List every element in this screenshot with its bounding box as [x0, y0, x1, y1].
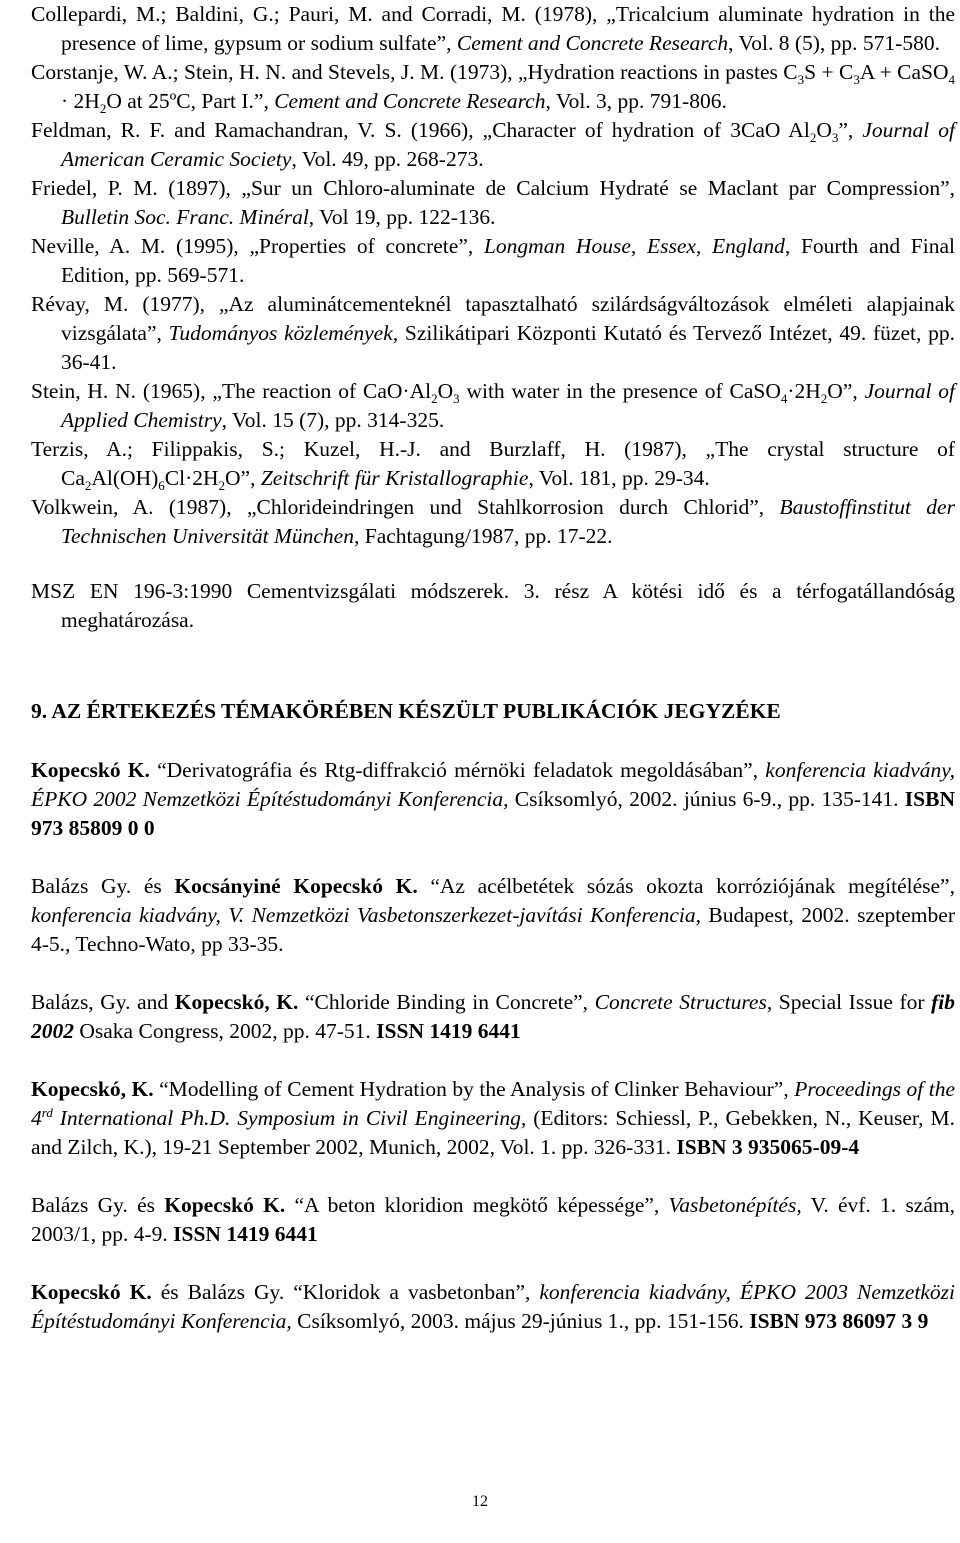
reference-item: Collepardi, M.; Baldini, G.; Pauri, M. and Corradi, M. (1978), „Tricalcium aluminate hydration in the presence of lime, gypsum or sodium sulfate”, Cement and Concrete Research, Vol. 8 (5), pp. 571-580. [31, 2, 955, 55]
reference-item: Friedel, P. M. (1897), „Sur un Chloro-aluminate de Calcium Hydraté se Maclant par Compression”, Bulletin Soc. Franc. Minéral, Vol 19, pp. 122-136. [31, 176, 956, 229]
document-page [31, 0, 955, 1336]
publication-item: Balázs Gy. és Kocsányiné Kopecskó K. “Az acélbetétek sózás okozta korróziójának megítélése”, konferencia kiadvány, V. Nemzetközi Vasbetonszerkezet-javítási Konferencia, Budapest, 2002. szeptember 4-5., Techno-Wato, pp 33-35. [31, 874, 955, 956]
reference-item: Terzis, A.; Filippakis, S.; Kuzel, H.-J. and Burzlaff, H. (1987), „The crystal structure of $Ca_2Al(OH)_6Cl\cdot 2H_2O$”, Zeitschrift für Kristallographie, Vol. 181, pp. 29-34. [31, 437, 956, 493]
standard-reference: MSZ EN 196-3:1990 Cementvizsgálati módszerek. 3. rész A kötési idő és a térfogatállandóság meghatározása. [31, 579, 955, 632]
reference-item: Corstanje, W. A.; Stein, H. N. and Stevels, J. M. (1973), „Hydration reactions in pastes $C_3S + C_3A$ + CaSO$_4$ · $2H_2O$ at 25ºC, Part I.”, Cement and Concrete Research, Vol. 3, pp. 791-806. [31, 60, 955, 116]
publication-item: Kopecskó K. és Balázs Gy. “Kloridok a vasbetonban”, konferencia kiadvány, ÉPKO 2003 Nemzetközi Építéstudományi Konferencia, Csíksomlyó, 2003. május 29-június 1., pp. 151-156. ISBN 973 86097 3 9 [31, 1280, 955, 1333]
reference-item: Neville, A. M. (1995), „Properties of concrete”, Longman House, Essex, England, Fourth and Final Edition, pp. 569-571. [31, 234, 955, 287]
page-number: 12 [472, 1493, 488, 1510]
publication-list [31, 756, 955, 1336]
publication-item: Balázs, Gy. and Kopecskó, K. “Chloride Binding in Concrete”, Concrete Structures, Special Issue for fib 2002 Osaka Congress, 2002, pp. 47-51. ISSN 1419 6441 [31, 990, 955, 1043]
publication-item: Balázs Gy. és Kopecskó K. “A beton kloridion megkötő képessége”, Vasbetonépítés, V. évf. 1. szám, 2003/1, pp. 4-9. ISSN 1419 6441 [31, 1193, 955, 1246]
reference-list [31, 0, 955, 551]
reference-item: Feldman, R. F. and Ramachandran, V. S. (1966), „Character of hydration of 3CaO $Al_2O_3$”, Journal of American Ceramic Society, Vol. 49, pp. 268-273. [31, 118, 956, 171]
publication-item: Kopecskó K. “Derivatográfia és Rtg-diffrakció mérnöki feladatok megoldásában”, konferencia kiadvány, ÉPKO 2002 Nemzetközi Építéstudományi Konferencia, Csíksomlyó, 2002. június 6-9., pp. 135-141. ISBN 973 85809 0 0 [31, 758, 955, 840]
section-heading: 9. AZ ÉRTEKEZÉS TÉMAKÖRÉBEN KÉSZÜLT PUBLIKÁCIÓK JEGYZÉKE [31, 699, 781, 723]
publication-item: Kopecskó, K. “Modelling of Cement Hydration by the Analysis of Clinker Behaviour”, Proceedings of the 4rd International Ph.D. Symposium in Civil Engineering, (Editors: Schiessl, P., Gebekken, N., Keuser, M. and Zilch, K.), 19-21 September 2002, Munich, 2002, Vol. 1. pp. 326-331. ISBN 3 935065-09-4 [31, 1077, 955, 1159]
reference-item: Révay, M. (1977), „Az aluminátcementeknél tapasztalható szilárdságváltozások elméleti alapjainak vizsgálata”, Tudományos közlemények, Szilikátipari Központi Kutató és Tervező Intézet, 49. füzet, pp. 36-41. [31, 292, 955, 374]
reference-item: Stein, H. N. (1965), „The reaction of $CaO\cdot Al_2O_3$ with water in the presence of $CaSO_4\cdot 2H_2O$”, Journal of Applied Chemistry, Vol. 15 (7), pp. 314-325. [31, 379, 956, 432]
reference-item: Volkwein, A. (1987), „Chlorideindringen und Stahlkorrosion durch Chlorid”, Baustoffinstitut der Technischen Universität München, Fachtagung/1987, pp. 17-22. [31, 495, 955, 548]
